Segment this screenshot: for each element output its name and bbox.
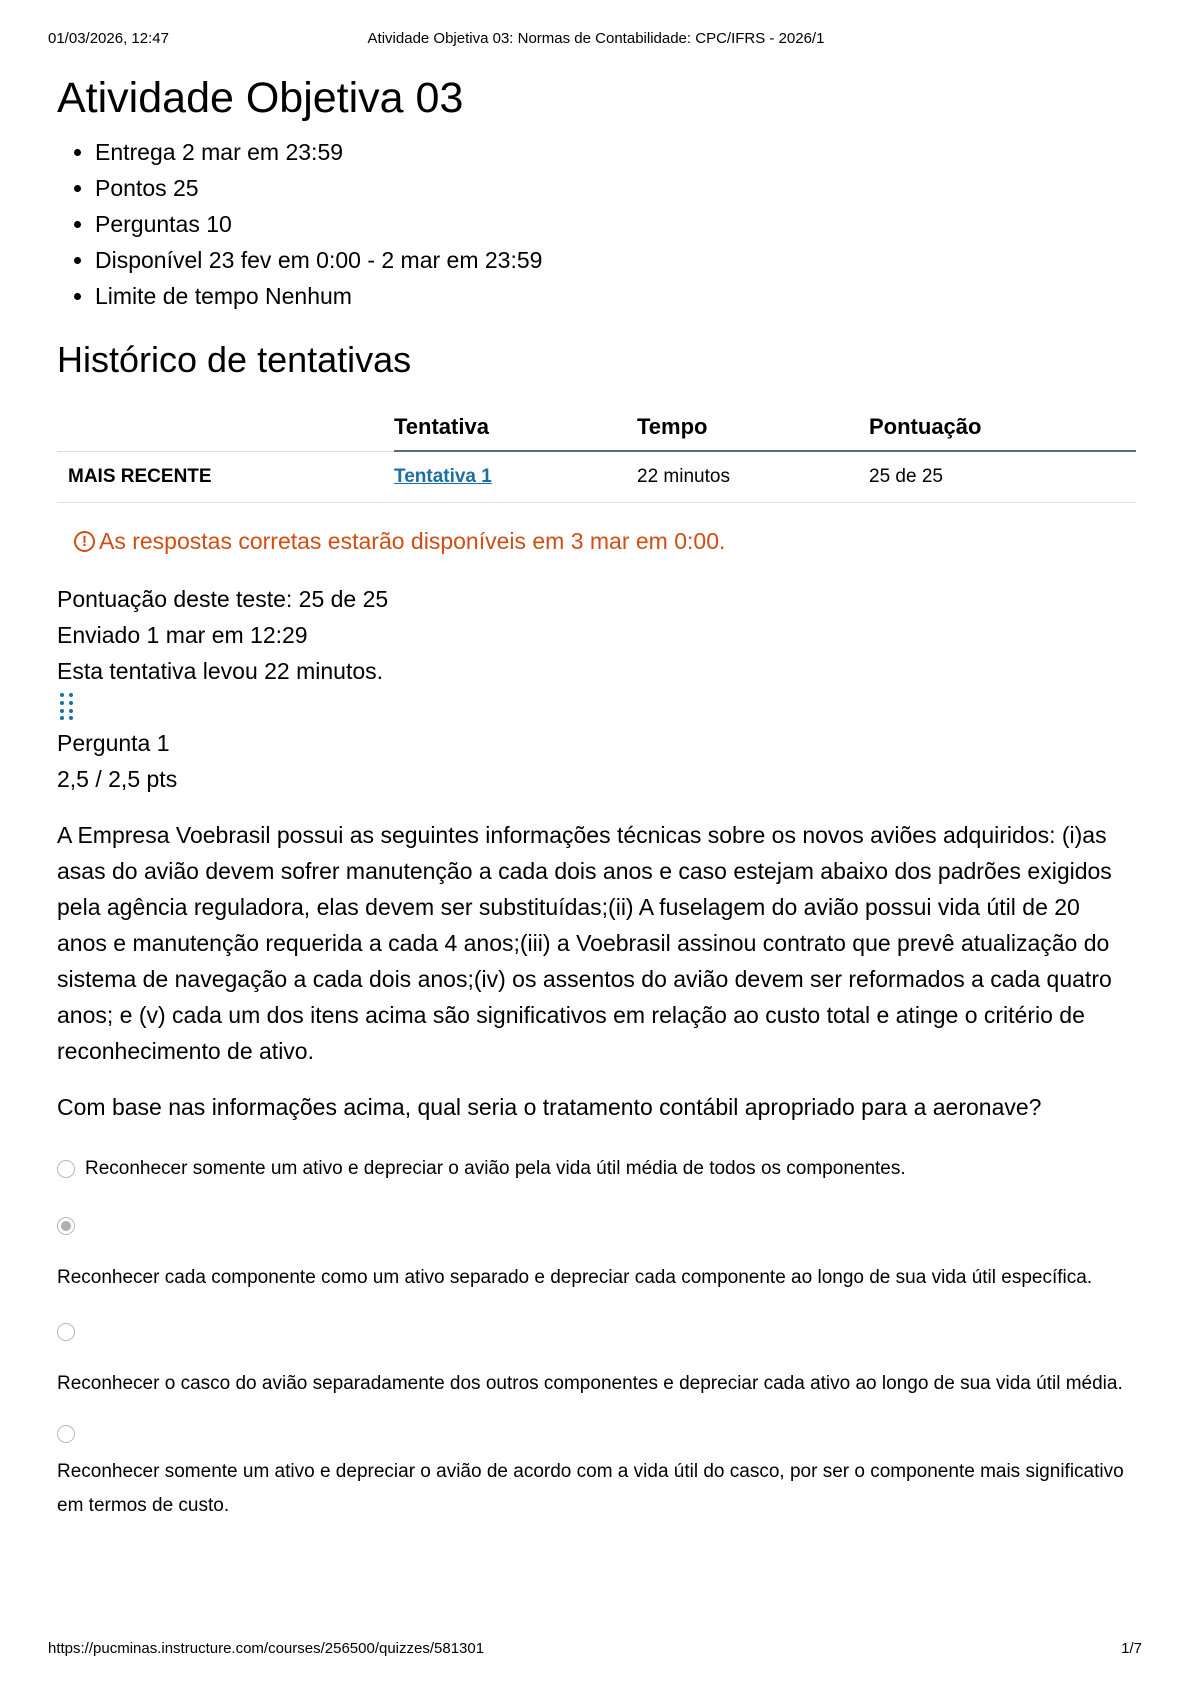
answer-text: Reconhecer cada componente como um ativo separado e depreciar cada componente ao longo de sua vida útil específica. [57, 1267, 1093, 1288]
page-title: Atividade Objetiva 03 [57, 74, 464, 122]
radio-button-selected[interactable] [57, 1217, 75, 1235]
detail-due: • Entrega 2 mar em 23:59 [95, 134, 1136, 170]
summary-submitted: Enviado 1 mar em 12:29 [57, 622, 308, 648]
detail-questions: • Perguntas 10 [95, 206, 1136, 242]
summary-score: Pontuação deste teste: 25 de 25 [57, 586, 389, 612]
radio-button[interactable] [57, 1425, 75, 1443]
alert-circle-icon: ! [74, 531, 95, 552]
attempt-time: 22 minutos [637, 451, 869, 503]
radio-button[interactable] [57, 1160, 75, 1178]
table-header-row [57, 404, 1136, 451]
question-points: 2,5 / 2,5 pts [57, 766, 178, 792]
answer-option-4[interactable] [57, 1419, 1136, 1523]
table-header-blank [57, 404, 394, 451]
quiz-details-list [57, 134, 1136, 314]
answer-text: Reconhecer o casco do avião separadamente dos outros componentes e depreciar cada ativo ao longo de sua vida útil média. [57, 1373, 1123, 1394]
detail-points: • Pontos 25 [95, 170, 1136, 206]
answer-option-2[interactable] [57, 1211, 1136, 1295]
detail-time-limit: • Limite de tempo Nenhum [95, 278, 1136, 314]
summary-duration: Esta tentativa levou 22 minutos. [57, 658, 384, 684]
print-header [48, 30, 1144, 50]
attempt-link-cell [394, 451, 637, 503]
detail-available: • Disponível 23 fev em 0:00 - 2 mar em 23:59 [95, 242, 1136, 278]
table-header-attempt: Tentativa [394, 404, 637, 451]
attempt-summary [57, 581, 1136, 689]
attempt-history-table [57, 404, 1136, 503]
question-header [57, 725, 1136, 797]
answer-text: Reconhecer somente um ativo e depreciar o avião de acordo com a vida útil do casco, por ser o componente mais significativo em termos de custo. [57, 1461, 1124, 1516]
question-prompt: Com base nas informações acima, qual seria o tratamento contábil apropriado para a aeronave? [57, 1094, 1042, 1120]
print-footer [48, 1640, 1144, 1660]
table-header-score: Pontuação [869, 404, 1136, 451]
attempt-score: 25 de 25 [869, 451, 1136, 503]
answer-option-1[interactable] [57, 1149, 1136, 1189]
table-header-time: Tempo [637, 404, 869, 451]
attempt-link[interactable]: Tentativa 1 [394, 466, 492, 487]
print-document-title: Atividade Objetiva 03: Normas de Contabilidade: CPC/IFRS - 2026/1 [367, 30, 825, 47]
notice-text: As respostas corretas estarão disponíveis em 3 mar em 0:00. [99, 527, 726, 554]
answer-option-3[interactable] [57, 1317, 1136, 1401]
page-number: 1/7 [1121, 1640, 1142, 1657]
attempt-history-title: Histórico de tentativas [57, 339, 412, 380]
quiz-content [57, 70, 1136, 1523]
answer-text: Reconhecer somente um ativo e depreciar o avião pela vida útil média de todos os componentes. [85, 1158, 906, 1179]
answers-availability-notice [74, 523, 1136, 559]
answer-list [57, 1149, 1136, 1523]
question-text: A Empresa Voebrasil possui as seguintes informações técnicas sobre os novos aviões adquiridos: (i)as asas do avião devem sofrer manutenção a cada dois anos e caso estejam abaixo dos padrões exigidos pela agência reguladora, elas devem ser substituídas;(ii) A fuselagem do avião possui vida útil de 20 anos e manutenção requerida a cada 4 anos;(iii) a Voebrasil assinou contrato que prevê atualização do sistema de navegação a cada dois anos;(iv) os assentos do avião devem ser reformados a cada quatro anos; e (v) cada um dos itens acima são significativos em relação ao custo total e atinge o critério de reconhecimento de ativo. [57, 822, 1112, 1064]
drag-handle-icon[interactable] [60, 693, 80, 721]
attempt-row-label: MAIS RECENTE [57, 451, 394, 503]
table-row [57, 451, 1136, 503]
question-title: Pergunta 1 [57, 730, 170, 756]
radio-button[interactable] [57, 1323, 75, 1341]
print-date: 01/03/2026, 12:47 [48, 30, 169, 47]
print-url: https://pucminas.instructure.com/courses/256500/quizzes/581301 [48, 1640, 485, 1657]
